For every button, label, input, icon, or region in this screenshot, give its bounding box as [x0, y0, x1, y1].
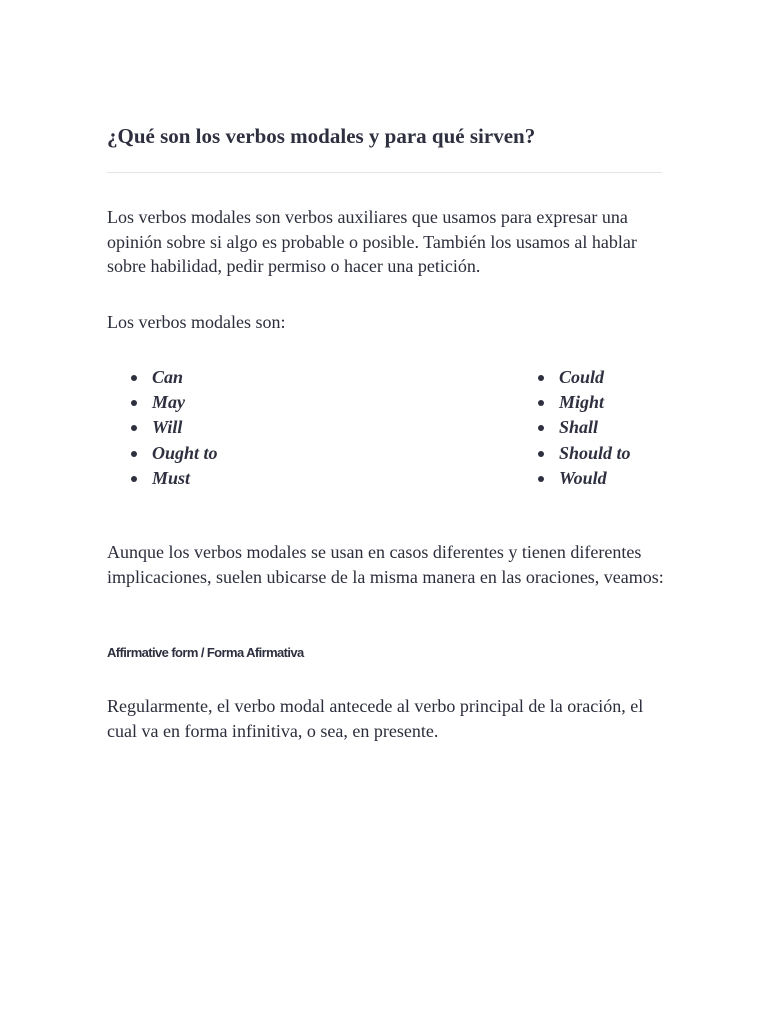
affirmative-paragraph: Regularmente, el verbo modal antecede al verbo principal de la oración, el cual va en forma infinitiva, o sea, en presente.	[107, 696, 644, 741]
list-item	[536, 441, 631, 466]
modal-verb: May	[152, 392, 185, 413]
bullet-icon	[538, 425, 544, 431]
list-lead-text: Los verbos modales son:	[107, 312, 286, 332]
bullet-icon	[538, 451, 544, 457]
bullet-icon	[131, 476, 137, 482]
list-item	[536, 415, 631, 440]
modal-verb: Might	[559, 392, 605, 413]
modal-verbs-list-right	[536, 365, 631, 491]
bullet-icon	[538, 375, 544, 381]
list-item	[129, 466, 218, 491]
list-item	[129, 365, 218, 390]
page-title: ¿Qué son los verbos modales y para qué sirven?	[107, 124, 536, 148]
bullet-icon	[131, 451, 137, 457]
modal-verb: Can	[152, 367, 184, 387]
list-item	[536, 365, 631, 390]
modal-verb: Would	[559, 467, 607, 488]
list-item	[129, 441, 218, 466]
bullet-icon	[131, 400, 137, 406]
bullet-icon	[538, 400, 544, 406]
modal-verbs-list-left	[129, 365, 218, 491]
modal-verb: Shall	[559, 417, 599, 438]
intro-paragraph: Los verbos modales son verbos auxiliares que usamos para expresar una opinión sobre si algo es probable o posible. También los usamos al hablar sobre habilidad, pedir permiso o hacer una petición.	[107, 207, 637, 276]
list-item	[129, 390, 218, 415]
section-subheading: Affirmative form / Forma Afirmativa	[107, 645, 304, 660]
modal-verb: Could	[559, 367, 605, 387]
bullet-icon	[538, 476, 544, 482]
bullet-icon	[131, 425, 137, 431]
title-divider	[107, 172, 662, 173]
modal-verb: Ought to	[152, 442, 218, 463]
modal-verb: Should to	[559, 442, 631, 463]
list-item	[129, 415, 218, 440]
usage-paragraph: Aunque los verbos modales se usan en casos diferentes y tienen diferentes implicaciones, suelen ubicarse de la misma manera en las oraciones, veamos:	[107, 542, 664, 587]
bullet-icon	[131, 375, 137, 381]
modal-verb: Will	[152, 417, 183, 438]
list-item	[536, 390, 631, 415]
modal-verb: Must	[152, 467, 191, 488]
list-item	[536, 466, 631, 491]
